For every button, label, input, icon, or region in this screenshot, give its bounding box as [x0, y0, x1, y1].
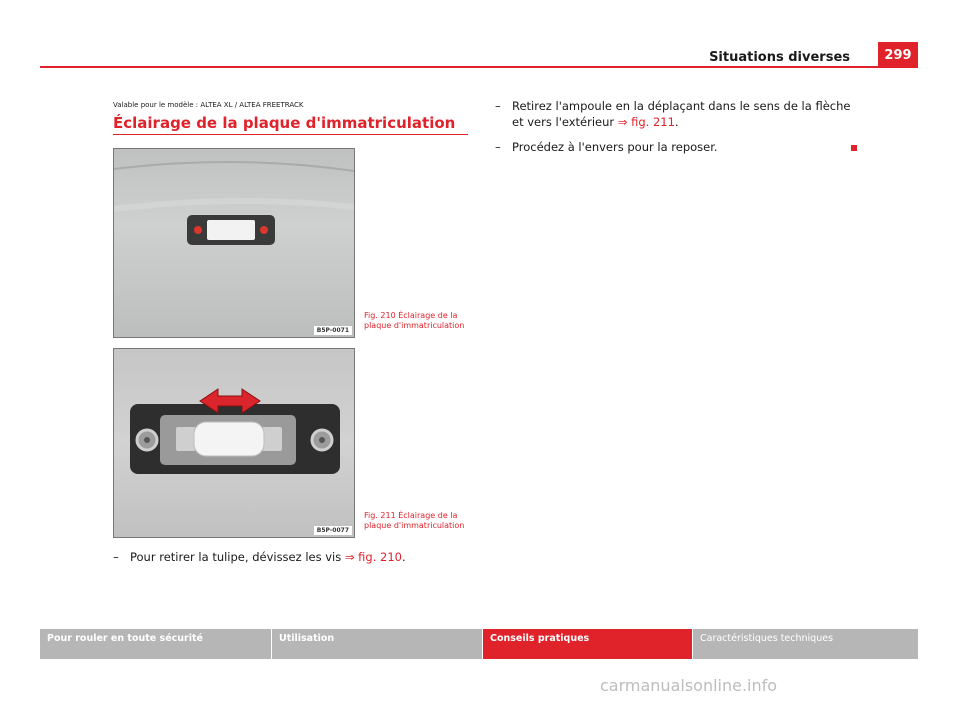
- page-heading: Éclairage de la plaque d'immatriculation: [113, 114, 456, 132]
- bulb-cap-left: [176, 427, 196, 451]
- figure-code: B5P-0071: [314, 326, 352, 335]
- figure-211-image: [113, 348, 355, 538]
- watermark: carmanualsonline.info: [600, 676, 778, 695]
- instruction-step: [113, 549, 473, 565]
- model-validity-note: Valable pour le modèle : ALTEA XL / ALTEA FREETRACK: [113, 101, 304, 109]
- caption-line: Fig. 210 Éclairage de la: [364, 311, 458, 320]
- step-dash: –: [495, 140, 501, 154]
- section-end-marker: [851, 145, 857, 151]
- figure-210-caption: [364, 311, 464, 331]
- bulb-removal-illustration: [114, 349, 354, 537]
- figure-code: B5P-0077: [314, 526, 352, 535]
- caption-line: Fig. 211 Éclairage de la: [364, 511, 458, 520]
- footer-tab-practical-tips[interactable]: Conseils pratiques: [482, 629, 692, 659]
- license-plate-light-illustration: [114, 149, 354, 337]
- footer-tab-technical-data[interactable]: Caractéristiques techniques: [692, 629, 918, 659]
- step-text: Pour retirer la tulipe, dévissez les vis: [130, 550, 345, 564]
- figure-210-image: [113, 148, 355, 338]
- instruction-step: [495, 139, 855, 155]
- figure-reference-link[interactable]: ⇒ fig. 211: [617, 115, 675, 129]
- step-text: Retirez l'ampoule en la déplaçant dans le sens de la flèche et vers l'extérieur: [512, 99, 851, 129]
- footer-tab-operation[interactable]: Utilisation: [271, 629, 482, 659]
- heading-rule: [113, 134, 468, 135]
- screw-right-icon: [260, 226, 268, 234]
- bulb-cap-right: [262, 427, 282, 451]
- step-dash: –: [495, 99, 501, 113]
- footer-nav: [40, 629, 918, 659]
- festoon-bulb: [194, 422, 264, 456]
- figure-reference-link[interactable]: ⇒ fig. 210: [344, 550, 402, 564]
- footer-tab-safety[interactable]: Pour rouler en toute sécurité: [40, 629, 271, 659]
- page-number: 299: [878, 42, 918, 67]
- caption-line: plaque d'immatriculation: [364, 521, 465, 530]
- lamp-lens: [207, 220, 255, 240]
- figure-211-caption: [364, 511, 464, 531]
- section-title: Situations diverses: [709, 50, 850, 65]
- step-tail: .: [402, 550, 406, 564]
- caption-line: plaque d'immatriculation: [364, 321, 465, 330]
- step-text: Procédez à l'envers pour la reposer.: [512, 140, 718, 154]
- screw-left-icon: [194, 226, 202, 234]
- instruction-step: [495, 98, 855, 130]
- step-tail: .: [674, 115, 679, 129]
- header-rule: [40, 66, 918, 68]
- step-dash: –: [113, 550, 119, 564]
